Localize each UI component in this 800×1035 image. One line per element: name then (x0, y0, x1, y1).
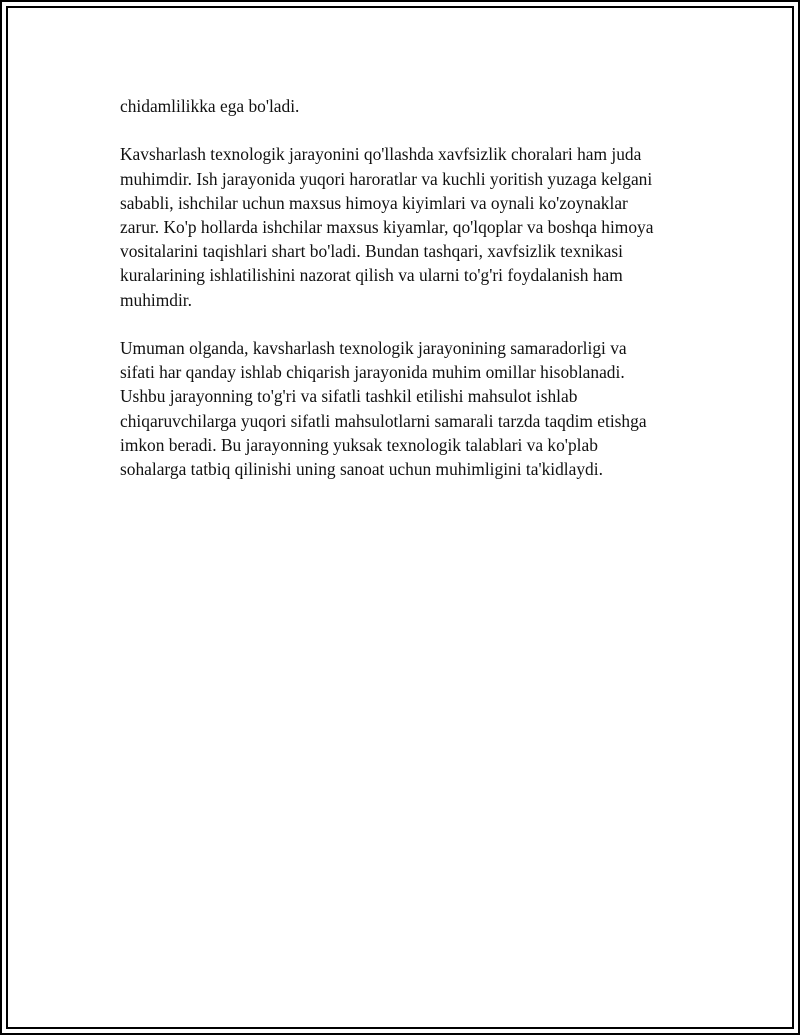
document-body (120, 94, 720, 505)
paragraph-continuation: chidamlilikka ega bo'ladi. (120, 96, 300, 116)
paragraph-safety: Kavsharlash texnologik jarayonini qo'llashda xavfsizlik choralari ham juda muhimdir. Ish jarayonida yuqori haroratlar va kuchli yoritish yuzaga kelgani sababli, ishchilar uchun maxsus himoya kiyimlari va oynali ko'zoynaklar zarur. Ko'p hollarda ishchilar maxsus kiyamlar, qo'lqoplar va boshqa himoya vositalarini taqishlari shart bo'ladi. Bundan tashqari, xavfsizlik texnikasi kuralarining ishlatilishini nazorat qilish va ularni to'g'ri foydalanish ham muhimdir. (120, 144, 654, 310)
paragraph-conclusion: Umuman olganda, kavsharlash texnologik jarayonining samaradorligi va sifati har qanday ishlab chiqarish jarayonida muhim omillar hisoblanadi. Ushbu jarayonning to'g'ri va sifatli tashkil etilishi mahsulot ishlab chiqaruvchilarga yuqori sifatli mahsulotlarni samarali tarzda taqdim etishga imkon beradi. Bu jarayonning yuksak texnologik talablari va ko'plab sohalarga tatbiq qilinishi uning sanoat uchun muhimligini ta'kidlaydi. (120, 338, 647, 480)
